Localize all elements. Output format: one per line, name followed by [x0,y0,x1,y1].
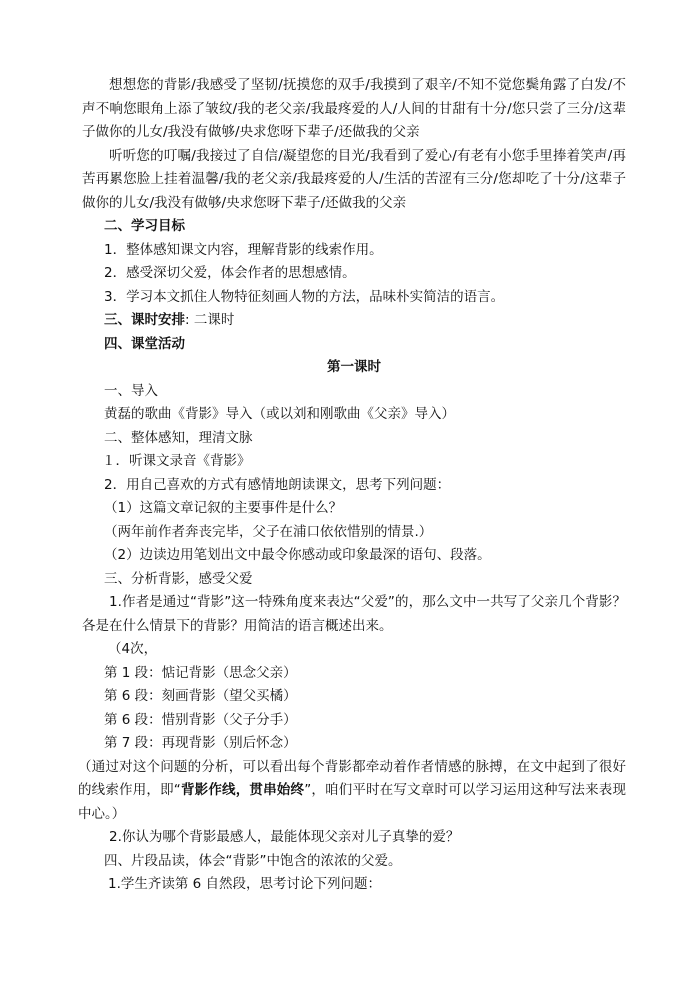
part-overview-heading: 二、整体感知，理清文脉 [104,429,253,446]
objective-3: 3．学习本文抓住人物特征刻画人物的方法，品味朴实简洁的语言。 [104,288,505,305]
question-2: （2）边读边用笔划出文中最令你感动或印象最深的语句、段落。 [104,547,491,563]
question-3: 1.作者是通过“背影”这一特殊角度来表达“父爱”的，那么文中一共写了父亲几个背影？各是在什么情景下的背影？用简洁的语言概述出来。 [82,594,626,634]
schedule-label: 三、课时安排 [104,312,185,328]
answer-3-line-2: 第 6 段：刻画背影（望父买橘） [104,688,297,704]
schedule-value: : 二课时 [185,312,235,328]
reading-item-1: 1.学生齐读第 6 自然段，思考讨论下列问题： [108,876,382,892]
answer-3-line-3: 第 6 段：惜别背影（父子分手） [104,711,297,728]
answer-1: （两年前作者奔丧完毕，父子在浦口依依惜别的情景.） [104,523,433,540]
part-reading-heading: 四、片段品读，体会“背影”中饱含的浓浓的父爱。 [104,852,402,869]
answer-3-line-4: 第 7 段：再现背影（别后怀念） [104,735,297,751]
lyrics-paragraph-2: 听听您的叮嘱/我接过了自信/凝望您的目光/我看到了爱心/有老有小您手里捧着笑声/再苦再累您脸上挂着温馨/我的老父亲/我最疼爱的人/生活的苦涩有三分/您却吃了十分/这辈子做你的儿女/我没有做够/央求您呀下辈子/还做我的父亲 [82,147,626,211]
answer-3-head: （4次， [108,641,158,657]
overview-item-1: １．听课文录音《背影》 [102,453,251,469]
document-body [78,74,626,897]
lesson-title: 第一课时 [327,359,381,375]
question-1: （1）这篇文章记叙的主要事件是什么？ [104,500,343,516]
objective-1: 1．整体感知课文内容，理解背影的线索作用。 [104,241,383,258]
section-heading-activities: 四、课堂活动 [104,335,185,352]
section-heading-objectives: 二、学习目标 [104,218,185,234]
part-intro-text: 黄磊的歌曲《背影》导入（或以刘和刚歌曲《父亲》导入） [104,406,455,422]
section-schedule [82,309,626,333]
part-intro-heading: 一、导入 [104,382,158,399]
part-analysis-heading: 三、分析背影，感受父爱 [104,570,253,587]
analysis-text-post: ”，咱们平时在写文章时可以学习运用这种写法来表现中心。） [78,782,626,822]
analysis-text-pre: （通过对这个问题的分析，可以看出每个背影都牵动着作者情感的脉搏，在文中起到了很好的线索作用，即“ [78,758,626,798]
analysis-text-bold: 背影作线，贯串始终 [180,782,305,798]
question-4: 2.你认为哪个背影最感人，最能体现父亲对儿子真挚的爱？ [109,829,460,845]
overview-item-2: 2．用自己喜欢的方式有感情地朗读课文，思考下列问题： [104,476,451,493]
objective-2: 2．感受深切父爱，体会作者的思想感情。 [104,265,356,281]
lyrics-paragraph-1: 想想您的背影/我感受了坚韧/抚摸您的双手/我摸到了艰辛/不知不觉您鬓角露了白发/不声不响您眼角上添了皱纹/我的老父亲/我最疼爱的人/人间的甘甜有十分/您只尝了三分/这辈子做你的儿女/我没有做够/央求您呀下辈子/还做我的父亲 [82,77,626,140]
answer-3-line-1: 第 1 段：惦记背影（思念父亲） [104,664,297,681]
analysis-paragraph [78,756,626,827]
